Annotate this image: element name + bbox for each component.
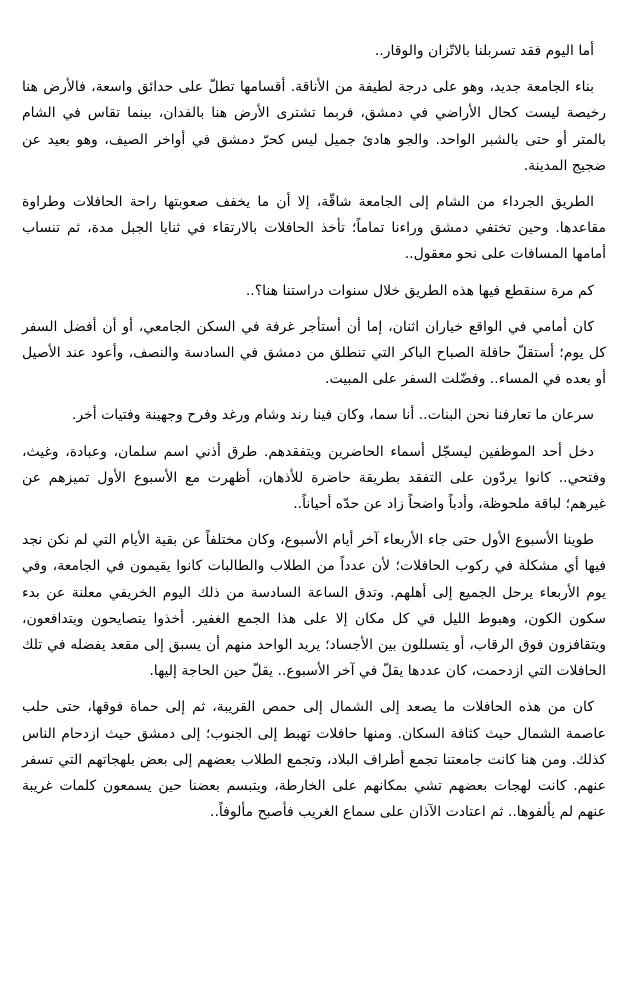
paragraph-roll-call: دخل أحد الموظفين ليسجّل أسماء الحاضرين ويتفقدهم. طرق أذني اسم سلمان، وعبادة، وغيث، وفتحي.. كانوا يردّون على التفقد بطريقة حاضرة للأذهان، أظهرت مع الأسبوع الأول تميزهم عن غيرهم؛ لباقة ملحوظة، وأدباً واضحاً زاد عن حدّه أحياناً..: [22, 443, 606, 513]
paragraph-university-building: بناء الجامعة جديد، وهو على درجة لطيفة من الأناقة. أقسامها تطلّ على حدائق واسعة، فالأرض هنا رخيصة ليست كحال الأراضي في دمشق، فربما تشترى الأرض هنا بالفدان، بينما تقاس في الشام بالمتر أو حتى بالشبر الواحد. والجو هادئ جميل ليس كحرّ دمشق في أواخر الصيف، وهو بعيد عن ضجيج المدينة.: [22, 79, 606, 174]
paragraph-choices: كان أمامي في الواقع خياران اثنان، إما أن أستأجر غرفة في السكن الجامعي، أو أن أفضل السفر كل يوم؛ أستقلّ حافلة الصباح الباكر التي تنطلق من دمشق في السادسة والنصف، وأعود عند الأصيل أو بعده في المساء.. وفضّلت السفر على المبيت.: [22, 318, 606, 388]
paragraph-girls: سرعان ما تعارفنا نحن البنات.. أنا سما، وكان فينا رند وشام ورغد وفرح وجهينة وفتيات أخر.: [71, 407, 594, 424]
paragraph-opening: أما اليوم فقد تسربلنا بالاتّزان والوقار..: [374, 43, 594, 59]
paragraph-question: كم مرة سنقطع فيها هذه الطريق خلال سنوات دراستنا هنا؟..: [245, 282, 594, 299]
paragraph-buses-dialects: كان من هذه الحافلات ما يصعد إلى الشمال إلى حمص القريبة، ثم إلى حماة فوقها، حتى حلب عاصمة الشمال حيث كثافة السكان. ومنها حافلات تهبط إلى الجنوب؛ إلى دمشق حيث ازدحام الناس كذلك. ومن هنا كانت جامعتنا تجمع أطراف البلاد، وتجمع الطلاب بعضهم إلى بعض بلهجاتهم التي تسفر عنهم. كانت لهجات بعضهم تشي بمكانهم على الخارطة، ويتبسم بعضنا حين يسمعون كلمات غريبة عنهم لم يألفوها.. ثم اعتادت الآذان على سماع الغريب فأصبح مألوفاً..: [22, 699, 606, 821]
paragraph-wednesday: طوينا الأسبوع الأول حتى جاء الأربعاء آخر أيام الأسبوع، وكان مختلفاً عن بقية الأيام التي لم نكن نجد فيها أي مشكلة في ركوب الحافلات؛ لأن عدداً من الطلاب والطالبات كانوا يقيمون في الجامعة، وفي يوم الأربعاء يرحل الجميع إلى أهلهم. وتدق الساعة السادسة من ذلك اليوم الخريفي معلنة عن بدء سكون الكون، وهبوط الليل في كل مكان إلا على هذا الجمع الغفير. أخذوا يتصايحون ويتدافعون، ويتقافزون فوق الرقاب، أو يتسللون بين الأجساد؛ يريد الواحد منهم أن يسبق إلى مقعد يفضله في تلك الحافلات التي ازدحمت، كان عددها يقلّ في آخر الأسبوع.. يقلّ حين الحاجة إليها.: [22, 532, 606, 680]
paragraph-road: الطريق الجرداء من الشام إلى الجامعة شاقّة، إلا أن ما يخفف صعوبتها راحة الحافلات وطراوة مقاعدها. وحين تختفي دمشق وراءنا تماماً؛ تأخذ الحافلات بالارتقاء في ثنايا الجبل مدة، ثم تنساب أمامها المسافات على نحو معقول..: [22, 194, 606, 263]
